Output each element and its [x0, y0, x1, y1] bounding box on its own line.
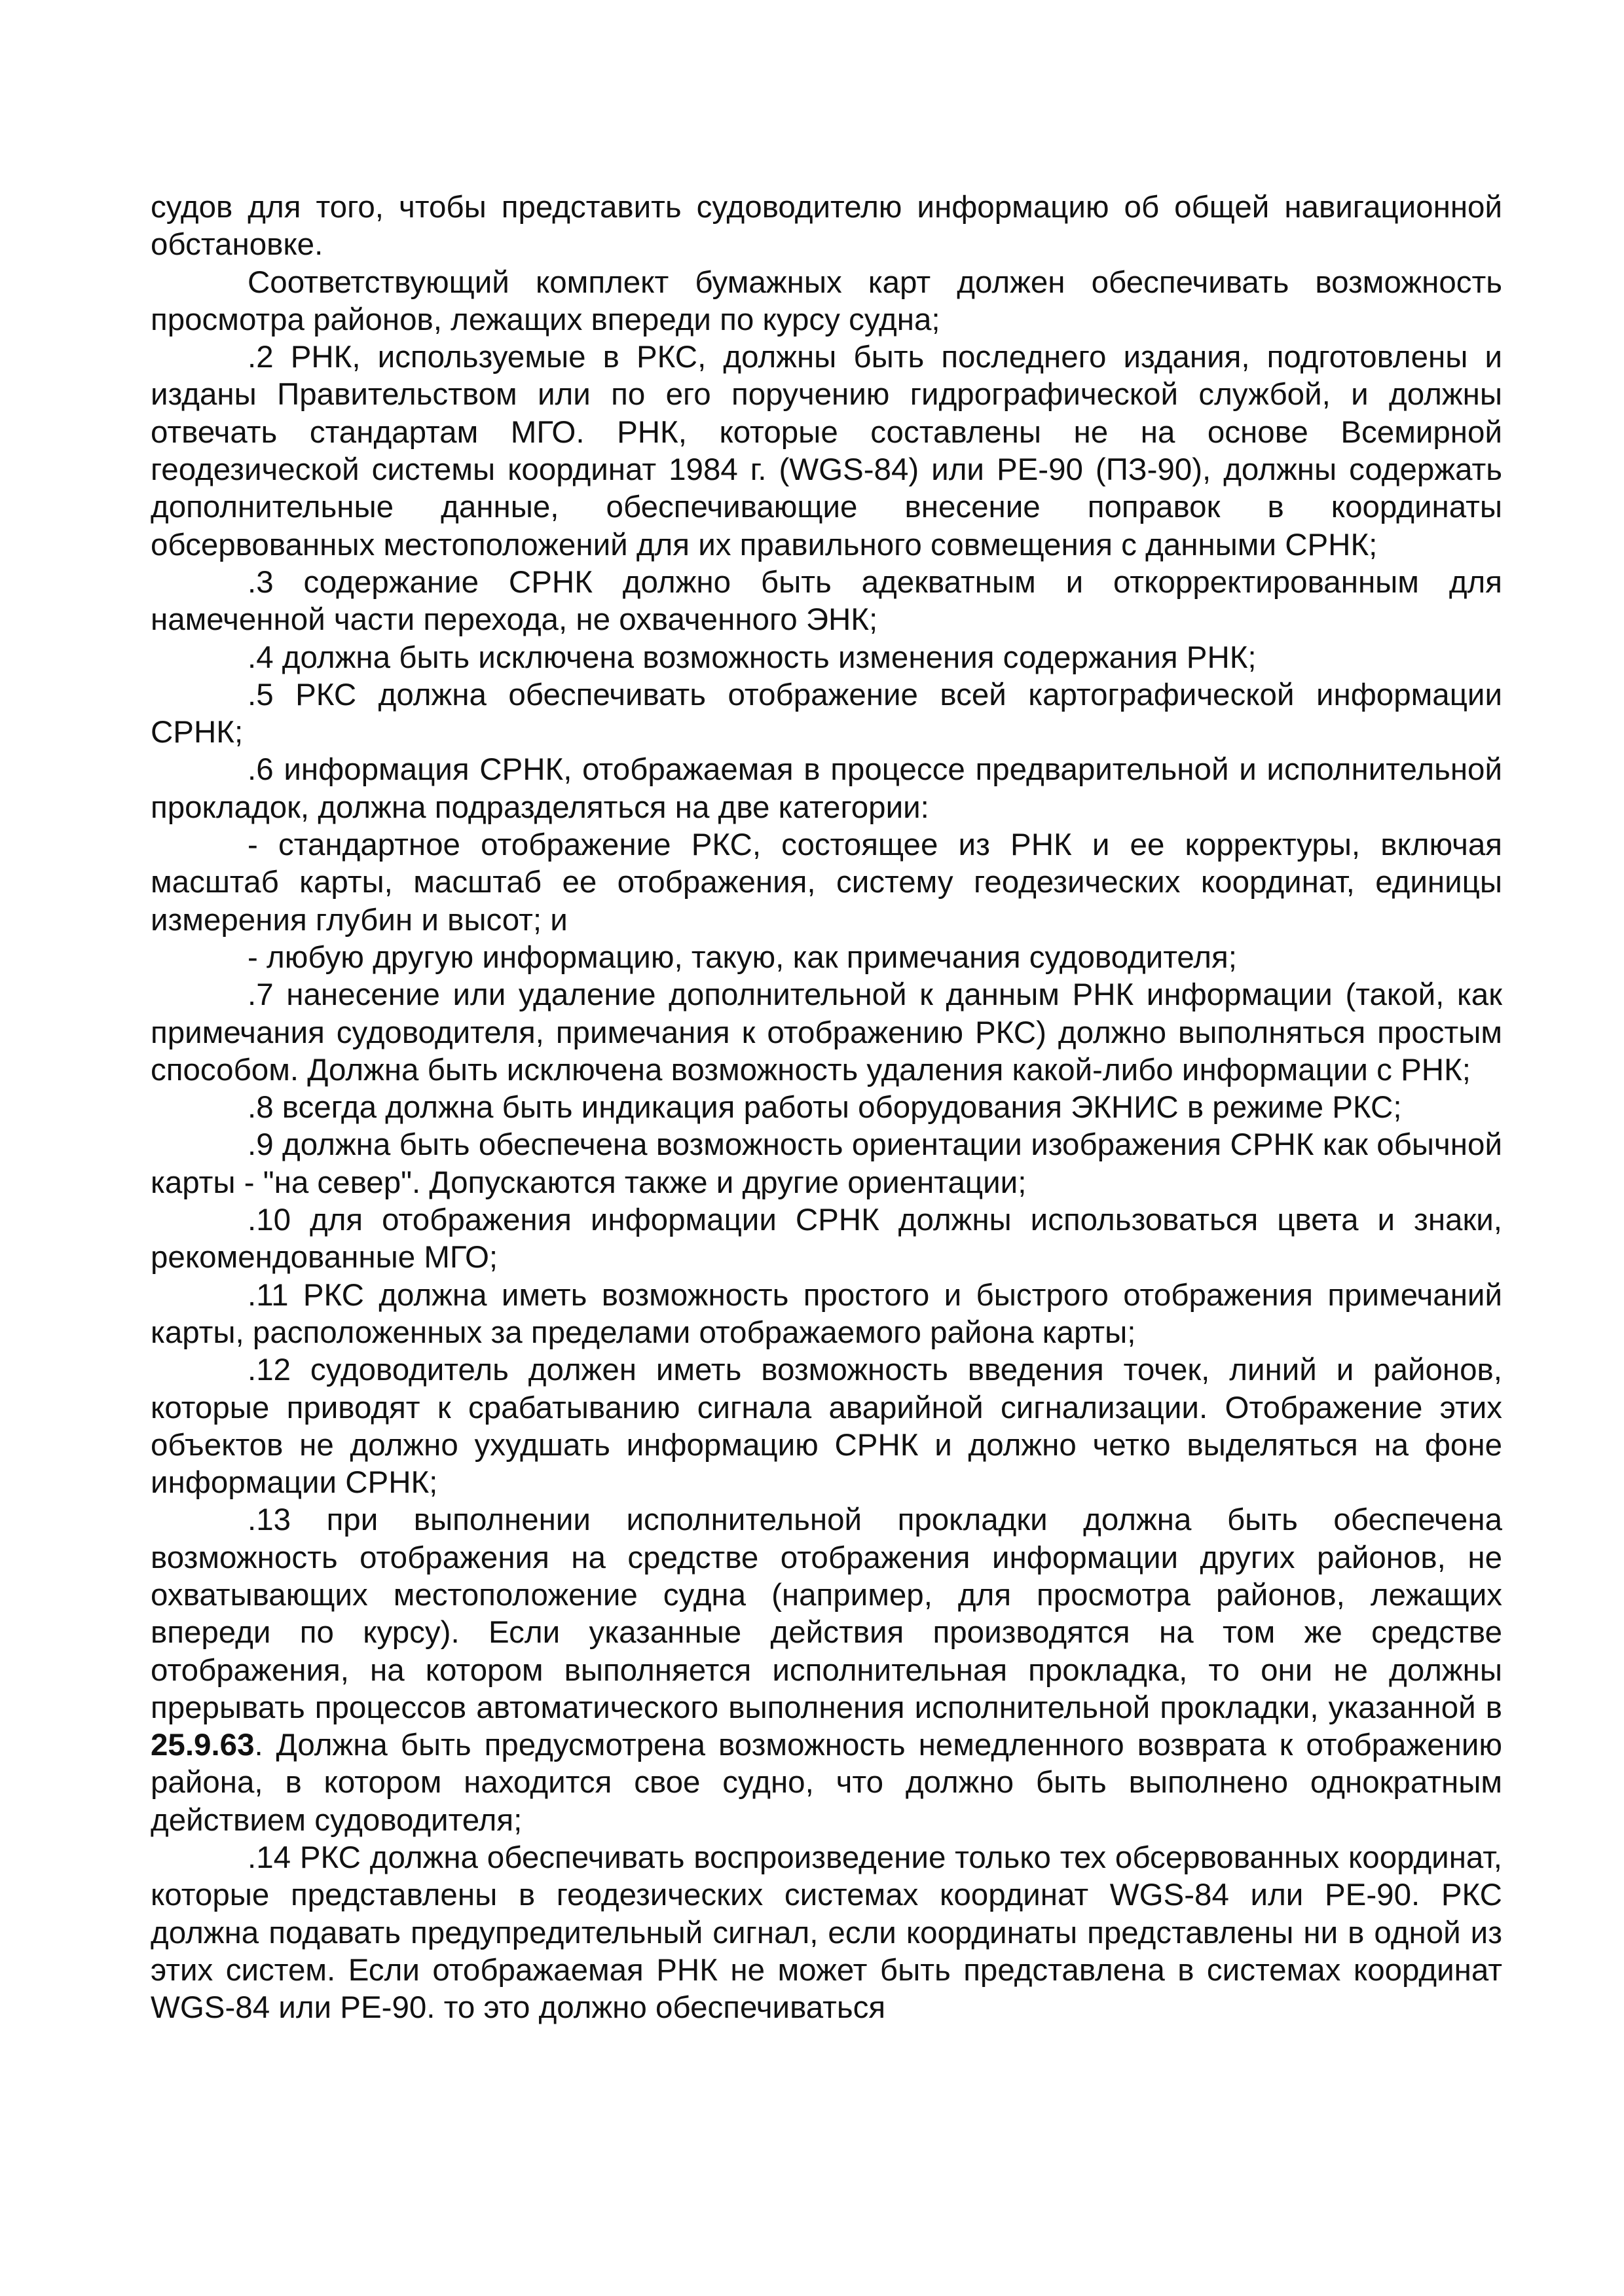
paragraph-item-10: .10 для отображения информации СРНК должны использоваться цвета и знаки, рекомендованные МГО; — [151, 1203, 1502, 1275]
document-page — [151, 189, 1502, 2027]
paragraph-item-3: .3 содержание СРНК должно быть адекватным и откорректированным для намеченной части перехода, не охваченного ЭНК; — [151, 564, 1502, 638]
paragraph-item-7: .7 нанесение или удаление дополнительной к данным РНК информации (такой, как примечания судоводителя, примечания к отображению РКС) должно выполняться простым способом. Должна быть исключена возможность удаления какой-либо информации с РНК; — [151, 977, 1502, 1087]
paragraph-paper-charts: Соответствующий комплект бумажных карт должен обеспечивать возможность просмотра районов, лежащих впереди по курсу судна; — [151, 264, 1502, 337]
paragraph-item-12: .12 судоводитель должен иметь возможность введения точек, линий и районов, которые приводят к срабатыванию сигнала аварийной сигнализации. Отображение этих объектов не должно ухудшать информацию СРНК и должно четко выделяться на фоне информации СРНК; — [151, 1353, 1502, 1501]
paragraph-item-6: .6 информация СРНК, отображаемая в процессе предварительной и исполнительной прокладок, должна подразделяться на две категории: — [151, 752, 1502, 825]
paragraph-item-5: .5 РКС должна обеспечивать отображение всей картографической информации СРНК; — [151, 677, 1502, 750]
paragraph-continuation: судов для того, чтобы представить судоводителю информацию об общей навигационной обстановке. — [151, 190, 1502, 263]
paragraph-item-9: .9 должна быть обеспечена возможность ориентации изображения СРНК как обычной карты - "на север". Допускаются также и другие ориентации; — [151, 1127, 1502, 1200]
paragraph-item-13-text-after: . Должна быть предусмотрена возможность немедленного возврата к отображению района, в котором находится свое судно, что должно быть выполнено однократным действием судоводителя; — [151, 1728, 1502, 1838]
paragraph-item-13-text-before: .13 при выполнении исполнительной прокладки должна быть обеспечена возможность отображения на средстве отображения информации других районов, не охватывающих местоположение судна (например, для просмотра районов, лежащих впереди по курсу). Если указанные действия производятся на том же средстве отображения, на котором выполняется исполнительная прокладка, то они не должны прерывать процессов автоматического выполнения исполнительной прокладки, указанной в — [151, 1503, 1502, 1725]
paragraph-dash-other-info: - любую другую информацию, такую, как примечания судоводителя; — [248, 939, 1237, 975]
paragraph-item-2: .2 РНК, используемые в РКС, должны быть последнего издания, подготовлены и изданы Правительством или по его поручению гидрографической службой, и должны отвечать стандартам МГО. РНК, которые составлены не на основе Всемирной геодезической системы координат 1984 г. (WGS-84) или РЕ-90 (ПЗ-90), должны содержать дополнительные данные, обеспечивающие внесение поправок в координаты обсервованных местоположений для их правильного совмещения с данными СРНК; — [151, 340, 1502, 562]
section-reference: 25.9.63 — [151, 1728, 255, 1763]
paragraph-item-13 — [151, 1501, 1502, 1839]
paragraph-item-11: .11 РКС должна иметь возможность простого и быстрого отображения примечаний карты, расположенных за пределами отображаемого района карты; — [151, 1277, 1502, 1350]
paragraph-item-8: .8 всегда должна быть индикация работы оборудования ЭКНИС в режиме РКС; — [248, 1090, 1402, 1125]
paragraph-item-4: .4 должна быть исключена возможность изменения содержания РНК; — [248, 640, 1257, 675]
paragraph-item-14: .14 РКС должна обеспечивать воспроизведение только тех обсервованных координат, которые представлены в геодезических системах координат WGS-84 или РЕ-90. РКС должна подавать предупредительный сигнал, если координаты представлены ни в одной из этих систем. Если отображаемая РНК не может быть представлена в системах координат WGS-84 или РЕ-90. то это должно обеспечиваться — [151, 1840, 1502, 2026]
paragraph-dash-standard-display: - стандартное отображение РКС, состоящее из РНК и ее корректуры, включая масштаб карты, масштаб ее отображения, систему геодезических координат, единицы измерения глубин и высот; и — [151, 828, 1502, 938]
